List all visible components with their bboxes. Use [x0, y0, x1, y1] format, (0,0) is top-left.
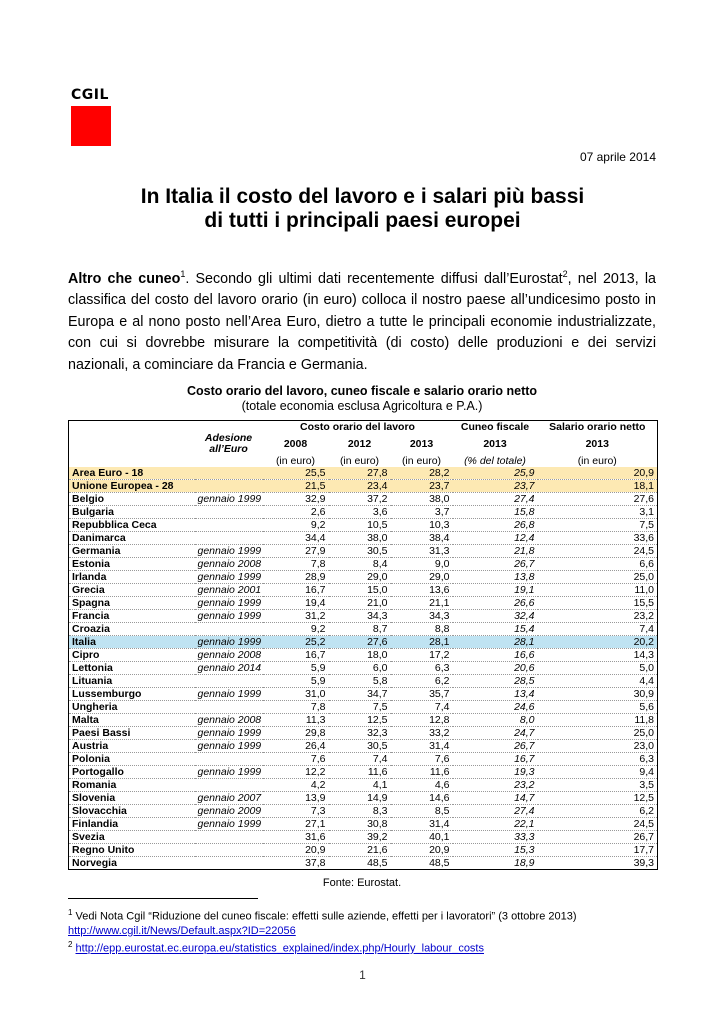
cost-2008-cell: 11,3: [263, 714, 329, 727]
cost-2008-cell: 19,4: [263, 597, 329, 610]
table-row: [69, 493, 658, 506]
cost-2013-cell: 13,6: [391, 584, 453, 597]
adhesion-cell: gennaio 1999: [195, 740, 263, 753]
salario-cell: 20,9: [538, 467, 658, 480]
logo-red-square: [71, 106, 111, 146]
country-cell: Austria: [69, 740, 195, 753]
table-row: [69, 818, 658, 831]
cost-2008-cell: 31,6: [263, 831, 329, 844]
adhesion-cell: [195, 519, 263, 532]
salario-cell: 26,7: [538, 831, 658, 844]
cost-2012-cell: 6,0: [329, 662, 391, 675]
cost-2008-cell: 21,5: [263, 480, 329, 493]
footnote-2: [68, 938, 656, 956]
cost-2008-cell: 9,2: [263, 623, 329, 636]
cost-2012-cell: 7,4: [329, 753, 391, 766]
country-cell: Paesi Bassi: [69, 727, 195, 740]
cuneo-cell: 26,8: [453, 519, 538, 532]
cost-2013-cell: 48,5: [391, 857, 453, 870]
data-table: [68, 420, 658, 870]
country-cell: Cipro: [69, 649, 195, 662]
salario-cell: 11,0: [538, 584, 658, 597]
cost-2012-cell: 21,6: [329, 844, 391, 857]
adhesion-cell: [195, 844, 263, 857]
cost-2013-cell: 31,4: [391, 818, 453, 831]
salario-cell: 24,5: [538, 818, 658, 831]
table-row: [69, 779, 658, 792]
adhesion-cell: [195, 506, 263, 519]
table-row: [69, 662, 658, 675]
cost-2008-cell: 31,0: [263, 688, 329, 701]
country-cell: Lussemburgo: [69, 688, 195, 701]
cuneo-cell: 13,4: [453, 688, 538, 701]
adhesion-cell: [195, 753, 263, 766]
country-cell: Francia: [69, 610, 195, 623]
cost-2012-cell: 29,0: [329, 571, 391, 584]
salario-cell: 3,1: [538, 506, 658, 519]
footnote-1: [68, 906, 656, 938]
salario-cell: 6,2: [538, 805, 658, 818]
adhesion-cell: gennaio 2007: [195, 792, 263, 805]
footnote-ref-2[interactable]: 2: [562, 269, 568, 279]
salario-cell: 39,3: [538, 857, 658, 870]
country-cell: Irlanda: [69, 571, 195, 584]
table-row: [69, 688, 658, 701]
salario-cell: 6,6: [538, 558, 658, 571]
cost-2012-cell: 23,4: [329, 480, 391, 493]
cost-2013-cell: 10,3: [391, 519, 453, 532]
cost-2012-cell: 8,7: [329, 623, 391, 636]
country-cell: Malta: [69, 714, 195, 727]
salario-cell: 23,0: [538, 740, 658, 753]
salario-cell: 27,6: [538, 493, 658, 506]
adhesion-cell: gennaio 1999: [195, 493, 263, 506]
salario-cell: 6,3: [538, 753, 658, 766]
cuneo-cell: 23,7: [453, 480, 538, 493]
cost-2008-cell: 7,8: [263, 701, 329, 714]
country-cell: Finlandia: [69, 818, 195, 831]
header-salario: Salario orario netto: [549, 421, 646, 433]
cost-2013-cell: 38,0: [391, 493, 453, 506]
cost-2013-cell: 4,6: [391, 779, 453, 792]
cost-2008-cell: 37,8: [263, 857, 329, 870]
country-cell: Regno Unito: [69, 844, 195, 857]
cuneo-cell: 19,1: [453, 584, 538, 597]
cost-2008-cell: 16,7: [263, 584, 329, 597]
adhesion-cell: [195, 857, 263, 870]
cost-2012-cell: 11,6: [329, 766, 391, 779]
cost-2008-cell: 12,2: [263, 766, 329, 779]
salario-cell: 9,4: [538, 766, 658, 779]
cuneo-cell: 8,0: [453, 714, 538, 727]
table-row: [69, 831, 658, 844]
header-year: 2013: [409, 438, 434, 450]
header-year: 2008: [283, 438, 308, 450]
country-cell: Lettonia: [69, 662, 195, 675]
cost-2008-cell: 27,1: [263, 818, 329, 831]
footnote-ref-1[interactable]: 1: [180, 269, 186, 279]
adhesion-cell: gennaio 2009: [195, 805, 263, 818]
header-cost: Costo orario del lavoro: [300, 421, 415, 433]
adhesion-cell: [195, 779, 263, 792]
salario-cell: 3,5: [538, 779, 658, 792]
cost-2012-cell: 15,0: [329, 584, 391, 597]
table-row: [69, 753, 658, 766]
adhesion-cell: [195, 831, 263, 844]
cost-2012-cell: 39,2: [329, 831, 391, 844]
cuneo-cell: 13,8: [453, 571, 538, 584]
table-header-groups: [69, 421, 658, 434]
country-cell: Svezia: [69, 831, 195, 844]
table-row: [69, 519, 658, 532]
table-row: [69, 532, 658, 545]
header-unit: (in euro): [339, 455, 380, 467]
adhesion-cell: gennaio 1999: [195, 545, 263, 558]
cost-2013-cell: 29,0: [391, 571, 453, 584]
salario-cell: 33,6: [538, 532, 658, 545]
cost-2013-cell: 34,3: [391, 610, 453, 623]
cost-2013-cell: 28,1: [391, 636, 453, 649]
salario-cell: 25,0: [538, 571, 658, 584]
salario-cell: 5,6: [538, 701, 658, 714]
table-row: [69, 506, 658, 519]
footnote-1-number: 1: [68, 908, 73, 917]
salario-cell: 4,4: [538, 675, 658, 688]
cost-2008-cell: 4,2: [263, 779, 329, 792]
header-adhesion: Adesione all’Euro: [204, 433, 253, 455]
table-header-units: [69, 455, 658, 467]
salario-cell: 12,5: [538, 792, 658, 805]
cost-2012-cell: 18,0: [329, 649, 391, 662]
cuneo-cell: 18,9: [453, 857, 538, 870]
table-row: [69, 727, 658, 740]
salario-cell: 15,5: [538, 597, 658, 610]
cost-2013-cell: 6,2: [391, 675, 453, 688]
country-cell: Norvegia: [69, 857, 195, 870]
country-cell: Grecia: [69, 584, 195, 597]
cost-2012-cell: 48,5: [329, 857, 391, 870]
cuneo-cell: 26,7: [453, 740, 538, 753]
cuneo-cell: 25,9: [453, 467, 538, 480]
table-title: Costo orario del lavoro, cuneo fiscale e salario orario netto: [186, 384, 538, 398]
country-cell: Bulgaria: [69, 506, 195, 519]
cost-2012-cell: 27,6: [329, 636, 391, 649]
cost-2008-cell: 29,8: [263, 727, 329, 740]
adhesion-cell: gennaio 1999: [195, 766, 263, 779]
table-header-years: [69, 433, 658, 455]
adhesion-cell: gennaio 1999: [195, 597, 263, 610]
cuneo-cell: 26,7: [453, 558, 538, 571]
country-cell: Germania: [69, 545, 195, 558]
cuneo-cell: 28,1: [453, 636, 538, 649]
cost-2008-cell: 2,6: [263, 506, 329, 519]
table-row: [69, 675, 658, 688]
cost-2012-cell: 14,9: [329, 792, 391, 805]
cuneo-cell: 24,6: [453, 701, 538, 714]
cost-2012-cell: 3,6: [329, 506, 391, 519]
cost-2008-cell: 28,9: [263, 571, 329, 584]
cost-2008-cell: 25,2: [263, 636, 329, 649]
header-cuneo: Cuneo fiscale: [460, 421, 530, 433]
cuneo-cell: 16,6: [453, 649, 538, 662]
cost-2013-cell: 17,2: [391, 649, 453, 662]
title-line-2: di tutti i principali paesi europei: [204, 209, 521, 232]
cost-2008-cell: 9,2: [263, 519, 329, 532]
country-cell: Spagna: [69, 597, 195, 610]
cost-2012-cell: 34,7: [329, 688, 391, 701]
cost-2012-cell: 8,3: [329, 805, 391, 818]
country-cell: Unione Europea - 28: [69, 480, 195, 493]
cost-2008-cell: 7,6: [263, 753, 329, 766]
cost-2012-cell: 10,5: [329, 519, 391, 532]
cost-2008-cell: 20,9: [263, 844, 329, 857]
table-row: [69, 857, 658, 870]
adhesion-cell: [195, 675, 263, 688]
table-row: [69, 844, 658, 857]
cost-2013-cell: 38,4: [391, 532, 453, 545]
cost-2013-cell: 8,8: [391, 623, 453, 636]
cost-2008-cell: 7,3: [263, 805, 329, 818]
salario-cell: 7,4: [538, 623, 658, 636]
cost-2013-cell: 6,3: [391, 662, 453, 675]
cuneo-cell: 15,4: [453, 623, 538, 636]
cost-2012-cell: 5,8: [329, 675, 391, 688]
cuneo-cell: 26,6: [453, 597, 538, 610]
cuneo-cell: 15,8: [453, 506, 538, 519]
cuneo-cell: 20,6: [453, 662, 538, 675]
country-cell: Slovacchia: [69, 805, 195, 818]
cost-2013-cell: 28,2: [391, 467, 453, 480]
cost-2012-cell: 38,0: [329, 532, 391, 545]
cost-2013-cell: 35,7: [391, 688, 453, 701]
country-cell: Repubblica Ceca: [69, 519, 195, 532]
salario-cell: 30,9: [538, 688, 658, 701]
country-cell: Ungheria: [69, 701, 195, 714]
cuneo-cell: 21,8: [453, 545, 538, 558]
country-cell: Italia: [69, 636, 195, 649]
cost-2013-cell: 9,0: [391, 558, 453, 571]
country-cell: Romania: [69, 779, 195, 792]
cost-2008-cell: 13,9: [263, 792, 329, 805]
cost-2008-cell: 25,5: [263, 467, 329, 480]
intro-lead: Altro che cuneo: [68, 270, 181, 287]
salario-cell: 11,8: [538, 714, 658, 727]
cost-2013-cell: 31,4: [391, 740, 453, 753]
country-cell: Belgio: [69, 493, 195, 506]
country-cell: Croazia: [69, 623, 195, 636]
adhesion-cell: gennaio 2014: [195, 662, 263, 675]
cuneo-cell: 27,4: [453, 805, 538, 818]
cuneo-cell: 12,4: [453, 532, 538, 545]
cuneo-cell: 14,7: [453, 792, 538, 805]
salario-cell: 14,3: [538, 649, 658, 662]
page-number: 1: [359, 968, 366, 982]
cost-2008-cell: 31,2: [263, 610, 329, 623]
adhesion-cell: gennaio 2008: [195, 714, 263, 727]
table-row: [69, 584, 658, 597]
cost-2012-cell: 21,0: [329, 597, 391, 610]
table-row: [69, 701, 658, 714]
adhesion-cell: [195, 623, 263, 636]
adhesion-cell: gennaio 1999: [195, 610, 263, 623]
table-row: [69, 740, 658, 753]
table-row: [69, 714, 658, 727]
country-cell: Portogallo: [69, 766, 195, 779]
header-unit: (in euro): [275, 455, 316, 467]
adhesion-cell: gennaio 2008: [195, 649, 263, 662]
cost-2012-cell: 12,5: [329, 714, 391, 727]
intro-text-2: , nel 2013, la classifica del costo del lavoro orario (in euro) colloca il nostro paese all’undicesimo posto in Europa e al nono posto nell’Area Euro, dietro a tutte le principali economie industrializzate, con cui si dovrebbe misurare la competitività (di costo) delle produzioni e dei servizi nazionali, a cominciare da Francia e Germania.: [68, 270, 656, 373]
table-row: [69, 636, 658, 649]
footnote-2-number: 2: [68, 940, 73, 949]
salario-cell: 17,7: [538, 844, 658, 857]
cost-2012-cell: 27,8: [329, 467, 391, 480]
table-row: [69, 792, 658, 805]
cost-2013-cell: 7,4: [391, 701, 453, 714]
country-cell: Danimarca: [69, 532, 195, 545]
cost-2008-cell: 7,8: [263, 558, 329, 571]
cost-2013-cell: 20,9: [391, 844, 453, 857]
adhesion-cell: [195, 701, 263, 714]
table-row: [69, 766, 658, 779]
cuneo-cell: 15,3: [453, 844, 538, 857]
cost-2008-cell: 26,4: [263, 740, 329, 753]
cost-2012-cell: 30,5: [329, 740, 391, 753]
cuneo-cell: 28,5: [453, 675, 538, 688]
country-cell: Slovenia: [69, 792, 195, 805]
salario-cell: 24,5: [538, 545, 658, 558]
country-cell: Lituania: [69, 675, 195, 688]
cuneo-cell: 22,1: [453, 818, 538, 831]
adhesion-cell: gennaio 1999: [195, 636, 263, 649]
header-year: 2013: [483, 438, 507, 450]
table-subtitle: (totale economia esclusa Agricoltura e P.A.): [241, 399, 483, 413]
header-year: 2013: [585, 438, 609, 450]
table-row: [69, 480, 658, 493]
adhesion-cell: gennaio 1999: [195, 727, 263, 740]
cost-2013-cell: 31,3: [391, 545, 453, 558]
cuneo-cell: 16,7: [453, 753, 538, 766]
cost-2012-cell: 34,3: [329, 610, 391, 623]
table-row: [69, 597, 658, 610]
cost-2013-cell: 40,1: [391, 831, 453, 844]
table-row: [69, 571, 658, 584]
table-row: [69, 623, 658, 636]
cost-2012-cell: 32,3: [329, 727, 391, 740]
cuneo-cell: 33,3: [453, 831, 538, 844]
adhesion-cell: gennaio 2008: [195, 558, 263, 571]
adhesion-cell: gennaio 1999: [195, 688, 263, 701]
cost-2013-cell: 3,7: [391, 506, 453, 519]
adhesion-cell: [195, 532, 263, 545]
table-row: [69, 558, 658, 571]
logo-text: CGIL: [71, 87, 109, 103]
adhesion-cell: gennaio 2001: [195, 584, 263, 597]
cost-2008-cell: 32,9: [263, 493, 329, 506]
footnote-divider: [68, 898, 258, 899]
document-title: [60, 185, 665, 233]
adhesion-cell: gennaio 1999: [195, 571, 263, 584]
cuneo-cell: 19,3: [453, 766, 538, 779]
table-row: [69, 805, 658, 818]
cost-2012-cell: 30,8: [329, 818, 391, 831]
cost-2008-cell: 34,4: [263, 532, 329, 545]
header-unit: (in euro): [401, 455, 442, 467]
title-line-1: In Italia il costo del lavoro e i salari più bassi: [140, 185, 585, 208]
cost-2013-cell: 21,1: [391, 597, 453, 610]
cost-2013-cell: 8,5: [391, 805, 453, 818]
salario-cell: 20,2: [538, 636, 658, 649]
salario-cell: 18,1: [538, 480, 658, 493]
header-unit: (in euro): [577, 455, 617, 467]
header-unit: (% del totale): [464, 455, 526, 467]
adhesion-cell: gennaio 1999: [195, 818, 263, 831]
intro-text-1: . Secondo gli ultimi dati recentemente diffusi dall’Eurostat: [185, 270, 563, 287]
adhesion-cell: [195, 480, 263, 493]
cost-2012-cell: 8,4: [329, 558, 391, 571]
adhesion-cell: [195, 467, 263, 480]
cost-2012-cell: 7,5: [329, 701, 391, 714]
cost-2013-cell: 12,8: [391, 714, 453, 727]
cost-2008-cell: 5,9: [263, 675, 329, 688]
table-row: [69, 610, 658, 623]
salario-cell: 7,5: [538, 519, 658, 532]
table-row: [69, 467, 658, 480]
salario-cell: 25,0: [538, 727, 658, 740]
country-cell: Area Euro - 18: [69, 467, 195, 480]
cost-2013-cell: 7,6: [391, 753, 453, 766]
country-cell: Polonia: [69, 753, 195, 766]
country-cell: Estonia: [69, 558, 195, 571]
cost-2013-cell: 14,6: [391, 792, 453, 805]
cuneo-cell: 32,4: [453, 610, 538, 623]
footnote-2-link[interactable]: http://epp.eurostat.ec.europa.eu/statistics_explained/index.php/Hourly_labour_costs: [75, 942, 484, 955]
cost-2008-cell: 5,9: [263, 662, 329, 675]
document-date: 07 aprile 2014: [579, 150, 656, 164]
cost-2012-cell: 37,2: [329, 493, 391, 506]
footnote-1-text: Vedi Nota Cgil “Riduzione del cuneo fiscale: effetti sulle aziende, effetti per i lavoratori” (3 ottobre 2013): [75, 910, 577, 923]
cost-2008-cell: 27,9: [263, 545, 329, 558]
cost-2013-cell: 11,6: [391, 766, 453, 779]
cost-2008-cell: 16,7: [263, 649, 329, 662]
cost-2012-cell: 30,5: [329, 545, 391, 558]
table-row: [69, 545, 658, 558]
cost-2013-cell: 23,7: [391, 480, 453, 493]
header-year: 2012: [347, 438, 372, 450]
intro-paragraph: [68, 264, 656, 376]
table-row: [69, 649, 658, 662]
cuneo-cell: 23,2: [453, 779, 538, 792]
cost-2012-cell: 4,1: [329, 779, 391, 792]
salario-cell: 23,2: [538, 610, 658, 623]
cost-2013-cell: 33,2: [391, 727, 453, 740]
salario-cell: 5,0: [538, 662, 658, 675]
cuneo-cell: 27,4: [453, 493, 538, 506]
footnote-1-link[interactable]: http://www.cgil.it/News/Default.aspx?ID=22056: [68, 924, 296, 937]
cuneo-cell: 24,7: [453, 727, 538, 740]
table-source: Fonte: Eurostat.: [322, 877, 402, 889]
